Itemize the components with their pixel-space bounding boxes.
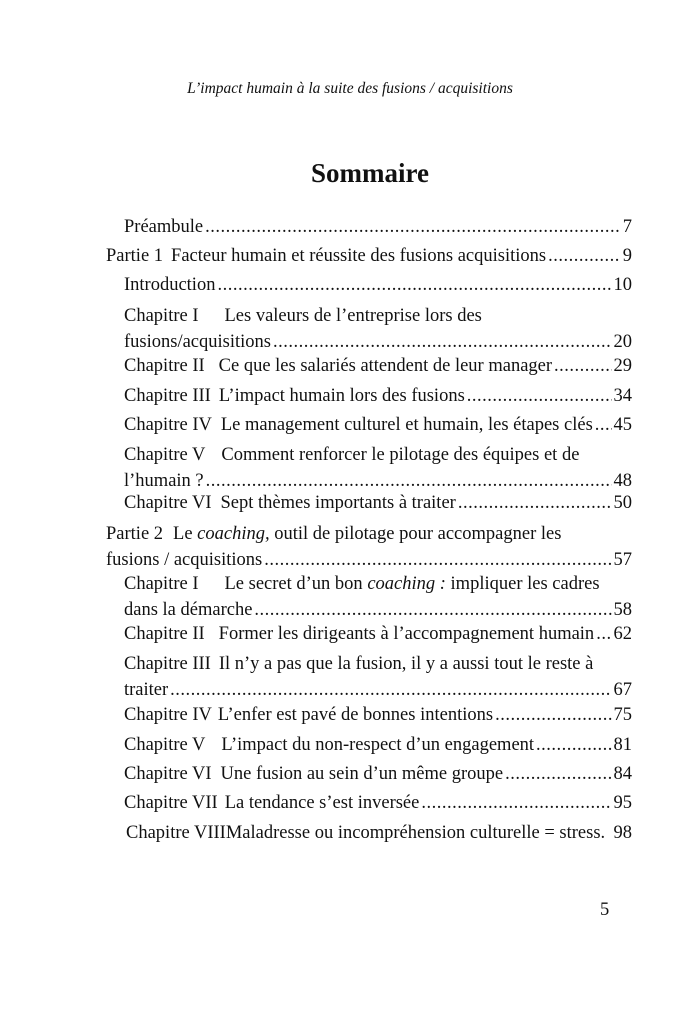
toc-entry-p2-chapitre-7 xyxy=(106,790,632,816)
dot-leader xyxy=(254,597,611,623)
toc-label: L’impact du non-respect d’un engagement xyxy=(221,735,535,755)
toc-entry-p2-chapitre-8 xyxy=(108,820,632,846)
toc-page: 7 xyxy=(622,217,632,237)
toc-entry-part2 xyxy=(106,521,632,573)
toc-entry-p1-chapitre-5 xyxy=(106,442,632,494)
toc-page: 48 xyxy=(613,471,632,491)
toc-label: Introduction xyxy=(124,275,216,295)
dot-leader xyxy=(596,621,611,647)
toc-label: Préambule xyxy=(124,217,204,237)
toc-prefix: Chapitre V xyxy=(124,445,206,465)
toc-page: 62 xyxy=(613,624,632,644)
toc-entry-preambule xyxy=(106,214,632,240)
page-title: Sommaire xyxy=(311,158,429,188)
toc-label: L’enfer est pavé de bonnes intentions xyxy=(217,705,494,725)
toc-label: Il n’y a pas que la fusion, il y a aussi tout le reste à xyxy=(218,654,594,674)
toc-label: Le secret d’un bon xyxy=(224,574,363,594)
toc-prefix: Partie 2 xyxy=(106,524,164,544)
dot-leader xyxy=(264,547,611,573)
toc-page: 34 xyxy=(613,386,632,406)
toc-prefix: Chapitre I xyxy=(124,574,199,594)
toc-prefix: Chapitre V xyxy=(124,735,206,755)
toc-page: 98 xyxy=(613,823,632,843)
toc-prefix: Chapitre VIII xyxy=(126,823,226,843)
toc-entry-p2-chapitre-1 xyxy=(106,571,632,623)
running-header: L’impact humain à la suite des fusions / acquisitions xyxy=(187,80,513,97)
toc-page: 75 xyxy=(613,705,632,725)
toc-label-continued: fusions / acquisitions xyxy=(106,550,263,570)
toc-label-continued: fusions/acquisitions xyxy=(124,332,271,352)
toc-prefix: Chapitre III xyxy=(124,654,211,674)
toc-entry-p2-chapitre-3 xyxy=(106,651,632,703)
toc-page: 45 xyxy=(613,415,632,435)
dot-leader xyxy=(554,353,611,379)
toc-label: Maladresse ou incompréhension culturelle = stress. xyxy=(225,823,606,843)
dot-leader xyxy=(205,214,621,240)
toc-label: Ce que les salariés attendent de leur manager xyxy=(218,356,553,376)
toc-prefix: Chapitre VI xyxy=(124,764,212,784)
toc-entry-p1-chapitre-4 xyxy=(106,412,632,438)
toc-label-continued: l’humain ? xyxy=(124,471,204,491)
toc-page: 95 xyxy=(613,793,632,813)
toc-label: Facteur humain et réussite des fusions acquisitions xyxy=(171,246,547,266)
toc-label: Former les dirigeants à l’accompagnement humain xyxy=(218,624,595,644)
toc-prefix: Chapitre II xyxy=(124,356,205,376)
toc-entry-p2-chapitre-6 xyxy=(106,761,632,787)
toc-label: Les valeurs de l’entreprise lors des xyxy=(224,306,482,326)
toc-entry-part1 xyxy=(106,243,632,269)
dot-leader xyxy=(467,383,612,409)
toc-entry-p1-chapitre-3 xyxy=(106,383,632,409)
toc-prefix: Chapitre IV xyxy=(124,415,212,435)
dot-leader xyxy=(217,272,611,298)
toc-label: L’impact humain lors des fusions xyxy=(218,386,465,406)
dot-leader xyxy=(421,790,611,816)
toc-page: 29 xyxy=(613,356,632,376)
toc-label-emphasis: coaching, xyxy=(197,524,270,544)
toc-prefix: Chapitre I xyxy=(124,306,199,326)
toc-page: 9 xyxy=(622,246,632,266)
dot-leader xyxy=(595,412,612,438)
toc-entry-introduction xyxy=(106,272,632,298)
toc-label: Une fusion au sein d’un même groupe xyxy=(220,764,504,784)
toc-label: impliquer les cadres xyxy=(450,574,600,594)
toc-page: 58 xyxy=(613,600,632,620)
dot-leader xyxy=(170,677,611,703)
page-number: 5 xyxy=(600,900,610,920)
dot-leader xyxy=(495,702,611,728)
toc-label: outil de pilotage pour accompagner les xyxy=(274,524,562,544)
toc-prefix: Chapitre IV xyxy=(124,705,212,725)
dot-leader xyxy=(505,761,611,787)
toc-prefix: Chapitre VI xyxy=(124,493,212,513)
toc-label: Sept thèmes importants à traiter xyxy=(220,493,456,513)
toc-entry-p2-chapitre-5 xyxy=(106,732,632,758)
toc-entry-p1-chapitre-2 xyxy=(106,353,632,379)
dot-leader xyxy=(536,732,611,758)
toc-page: 20 xyxy=(613,332,632,352)
toc-page: 67 xyxy=(613,680,632,700)
toc-prefix: Chapitre II xyxy=(124,624,205,644)
toc-page: 84 xyxy=(613,764,632,784)
toc-entry-p1-chapitre-1 xyxy=(106,303,632,355)
toc-entry-p2-chapitre-4 xyxy=(106,702,632,728)
toc-entry-p2-chapitre-2 xyxy=(106,621,632,647)
toc-entry-p1-chapitre-6 xyxy=(106,490,632,516)
toc-label: La tendance s’est inversée xyxy=(224,793,420,813)
toc-page: 50 xyxy=(613,493,632,513)
toc-page: 81 xyxy=(613,735,632,755)
dot-leader xyxy=(458,490,612,516)
toc-page: 10 xyxy=(613,275,632,295)
dot-leader xyxy=(273,329,612,355)
toc-label: Le management culturel et humain, les étapes clés xyxy=(220,415,593,435)
toc-label-continued: dans la démarche xyxy=(124,600,253,620)
toc-prefix: Chapitre III xyxy=(124,386,211,406)
toc-label-continued: traiter xyxy=(124,680,169,700)
toc-label: Le xyxy=(173,524,193,544)
toc-page: 57 xyxy=(613,550,632,570)
dot-leader xyxy=(548,243,621,269)
toc-prefix: Chapitre VII xyxy=(124,793,218,813)
toc-prefix: Partie 1 xyxy=(106,246,164,266)
toc-label-emphasis: coaching : xyxy=(367,574,446,594)
toc-label: Comment renforcer le pilotage des équipes et de xyxy=(221,445,580,465)
